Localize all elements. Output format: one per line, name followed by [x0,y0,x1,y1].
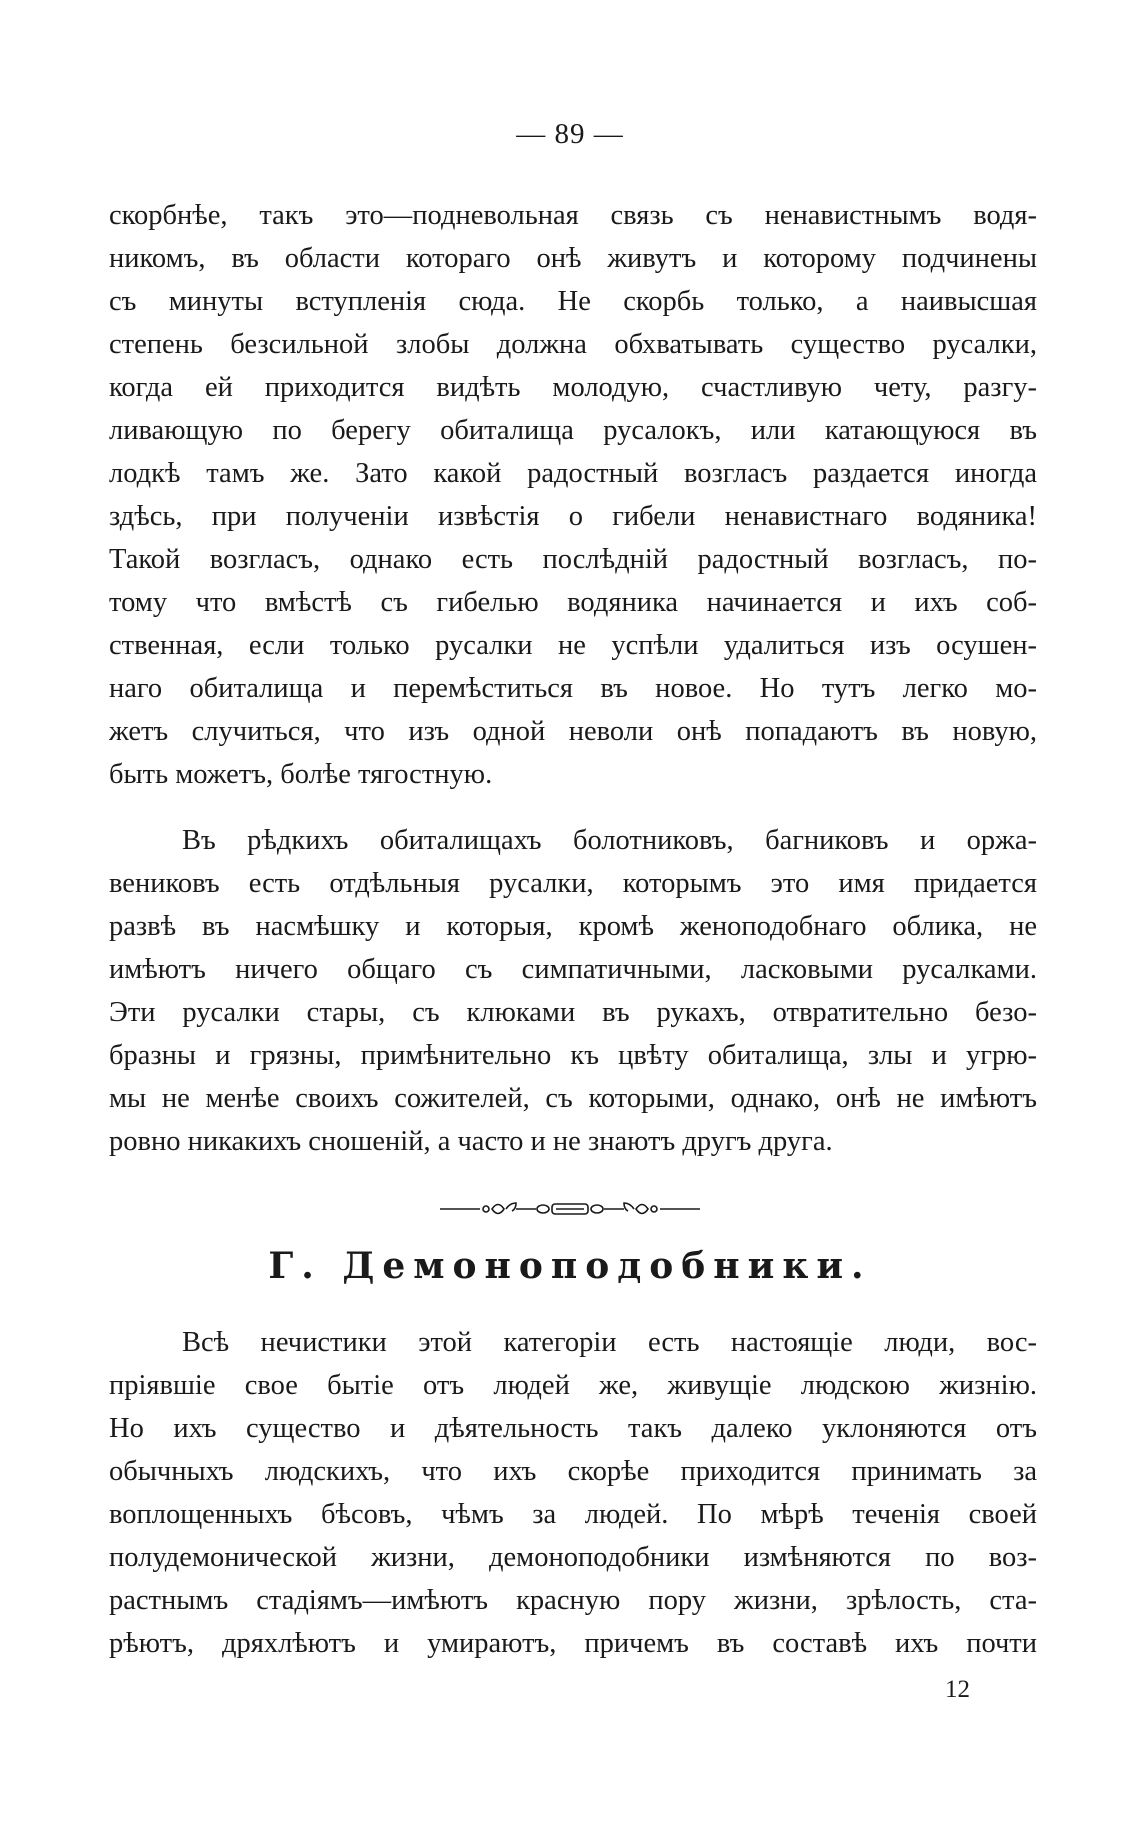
page-number: — 89 — [516,118,624,150]
paragraph-rusalki [109,819,1037,1163]
text-line: ственная, если только русалки не успѣли удалиться изъ осушен- [109,630,1037,661]
paragraph-continuation [109,194,1037,796]
text-line: тому что вмѣстѣ съ гибелью водяника начинается и ихъ соб- [109,587,1037,618]
text-line: скорбнѣе, такъ это—подневольная связь съ ненавистнымъ водя- [109,200,1037,231]
text-line: здѣсь, при полученіи извѣстія о гибели ненавистнаго водяника! [109,501,1037,532]
text-line: Въ рѣдкихъ обиталищахъ болотниковъ, багниковъ и оржа- [182,825,1037,856]
text-line: вениковъ есть отдѣльныя русалки, которымъ это имя придается [109,868,1037,899]
paragraph-demonopodobniki [109,1321,1037,1665]
text-line: развѣ въ насмѣшку и которыя, кромѣ женоподобнаго облика, не [109,911,1037,942]
text-line: полудемонической жизни, демоноподобники измѣняются по воз- [109,1542,1037,1573]
text-line: когда ей приходится видѣть молодую, счастливую чету, разгу- [109,372,1037,403]
text-line: степень безсильной злобы должна обхватывать существо русалки, [109,329,1037,360]
text-line: съ минуты вступленія сюда. Не скорбь только, а наивысшая [109,286,1037,317]
text-line: Но ихъ существо и дѣятельность такъ далеко уклоняются отъ [109,1413,1037,1444]
text-line: никомъ, въ области котораго онѣ живутъ и которому подчинены [109,243,1037,274]
text-line: наго обиталища и перемѣститься въ новое. Но тутъ легко мо- [109,673,1037,704]
text-line: мы не менѣе своихъ сожителей, съ которыми, однако, онѣ не имѣютъ [109,1083,1037,1114]
text-line: обычныхъ людскихъ, что ихъ скорѣе приходится принимать за [109,1456,1037,1487]
text-line: Такой возгласъ, однако есть послѣдній радостный возгласъ, по- [109,544,1037,575]
text-line: Эти русалки стары, съ клюками въ рукахъ, отвратительно безо- [109,997,1037,1028]
text-line: пріявшіе свое бытіе отъ людей же, живущіе людскою жизнію. [109,1370,1037,1401]
text-line: ровно никакихъ сношеній, а часто и не знаютъ другъ друга. [109,1126,833,1157]
text-line: рѣютъ, дряхлѣютъ и умираютъ, причемъ въ составѣ ихъ почти [109,1628,1037,1659]
text-line: быть можетъ, болѣе тягостную. [109,759,493,790]
text-line: имѣютъ ничего общаго съ симпатичными, ласковыми русалками. [109,954,1037,985]
text-line: жетъ случиться, что изъ одной неволи онѣ попадаютъ въ новую, [109,716,1037,747]
section-heading: Г. Демоноподобники. [268,1245,872,1287]
text-line: Всѣ нечистики этой категоріи есть настоящіе люди, вос- [182,1327,1037,1358]
text-line: растнымъ стадіямъ—имѣютъ красную пору жизни, зрѣлость, ста- [109,1585,1037,1616]
text-line: лодкѣ тамъ же. Зато какой радостный возгласъ раздается иногда [109,458,1037,489]
signature-mark: 12 [945,1676,970,1703]
text-line: воплощенныхъ бѣсовъ, чѣмъ за людей. По мѣрѣ теченія своей [109,1499,1037,1530]
ornamental-divider-icon [440,1196,700,1222]
text-line: ливающую по берегу обиталища русалокъ, или катающуюся въ [109,415,1037,446]
text-line: бразны и грязны, примѣнительно къ цвѣту обиталища, злы и угрю- [109,1040,1037,1071]
